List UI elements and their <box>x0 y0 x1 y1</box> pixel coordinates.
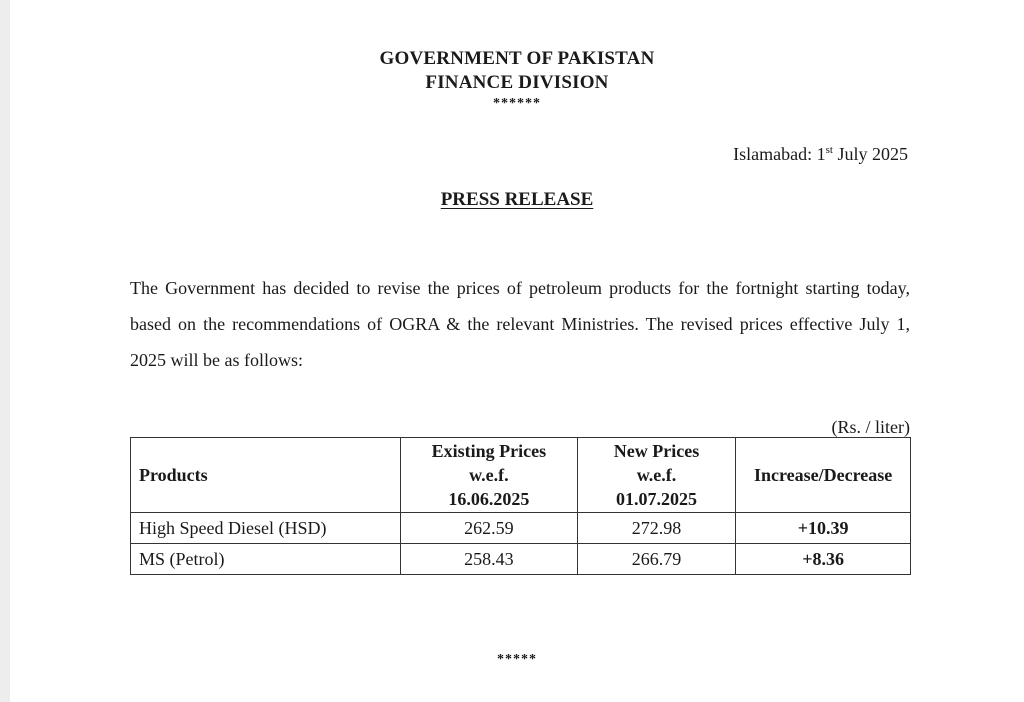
table-header-row <box>131 438 911 513</box>
dateline-place: Islamabad: 1 <box>733 144 826 164</box>
body-paragraph: The Government has decided to revise the prices of petroleum products for the fortnight starting today, based on the recommendations of OGRA & the relevant Ministries. The revised prices effective July 1, 2025 will be as follows: <box>130 278 910 370</box>
header-existing-line1: Existing Prices <box>431 441 547 461</box>
header-new-line1: New Prices <box>613 441 700 461</box>
header-increase-decrease: Increase/Decrease <box>736 438 911 513</box>
header-new-line3: 01.07.2025 <box>616 489 697 509</box>
cell-change: +8.36 <box>736 544 911 575</box>
cell-product: High Speed Diesel (HSD) <box>131 513 401 544</box>
header-division: FINANCE DIVISION <box>425 72 609 93</box>
document-page <box>10 0 1024 702</box>
dateline <box>733 144 908 165</box>
footer-stars: ***** <box>497 652 537 667</box>
dateline-suffix: st <box>825 144 833 156</box>
cell-existing-price: 258.43 <box>401 544 578 575</box>
unit-note: (Rs. / liter) <box>831 417 910 437</box>
header-separator-stars: ****** <box>493 96 541 111</box>
header-products: Products <box>131 438 401 513</box>
dateline-rest: July 2025 <box>832 144 908 164</box>
table-row <box>131 513 911 544</box>
header-existing-line2: w.e.f. <box>469 465 509 485</box>
price-table <box>130 437 911 575</box>
header-new-prices <box>577 438 736 513</box>
cell-product: MS (Petrol) <box>131 544 401 575</box>
cell-new-price: 266.79 <box>577 544 736 575</box>
header-existing-line3: 16.06.2025 <box>448 489 530 509</box>
header-government: GOVERNMENT OF PAKISTAN <box>379 48 655 69</box>
press-release-title <box>10 189 1024 211</box>
table-row <box>131 544 911 575</box>
cell-existing-price: 262.59 <box>401 513 578 544</box>
cell-new-price: 272.98 <box>577 513 736 544</box>
header-new-line2: w.e.f. <box>636 465 677 485</box>
press-release-title-text: PRESS RELEASE <box>440 189 594 210</box>
header-existing-prices <box>401 438 578 513</box>
cell-change: +10.39 <box>736 513 911 544</box>
